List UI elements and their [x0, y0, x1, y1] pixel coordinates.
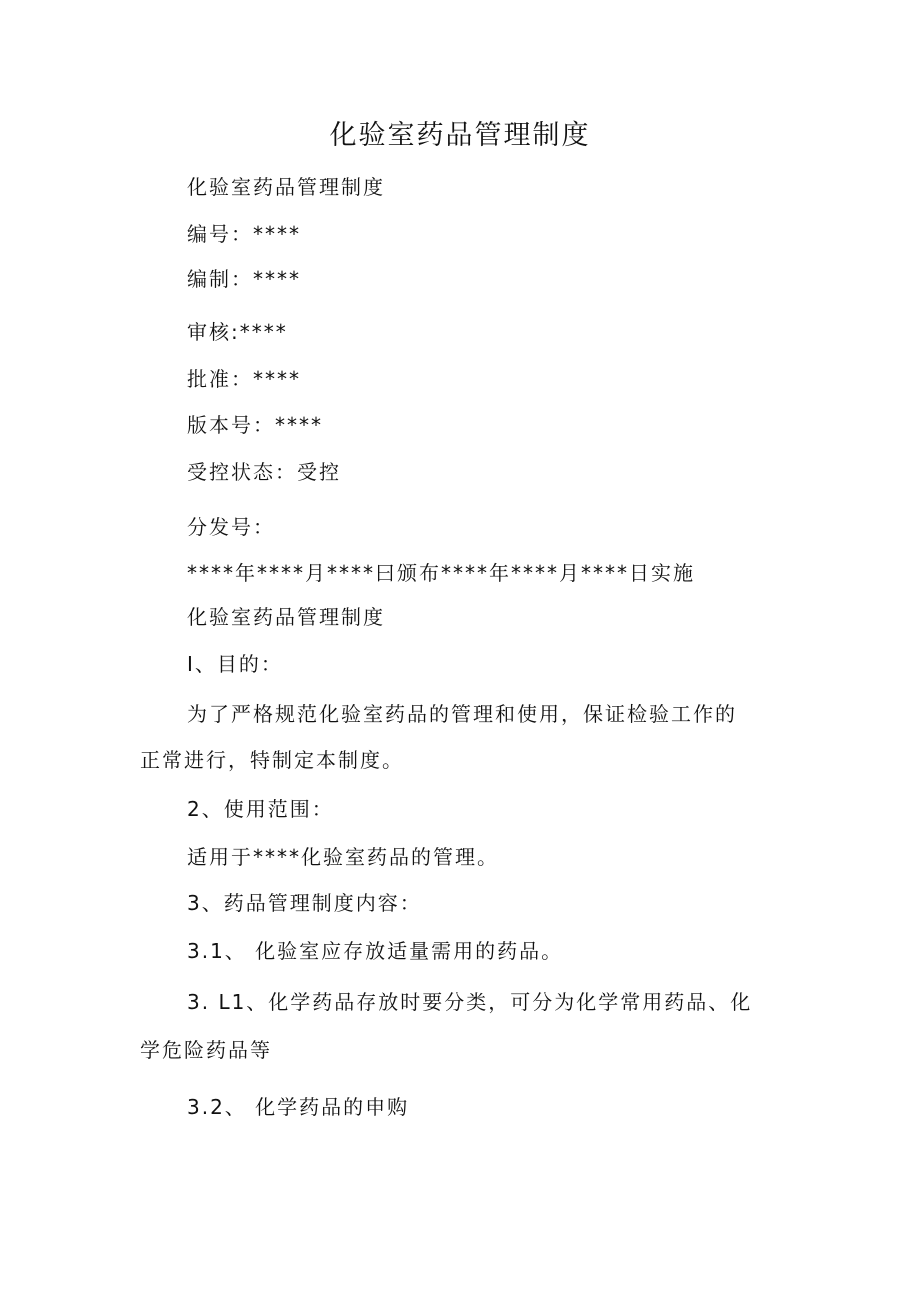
- distribution-number: 分发号：: [187, 515, 275, 539]
- issue-dates: ****年****月****曰颁布****年****月****日实施: [187, 561, 695, 585]
- control-status: 受控状态：受控: [187, 460, 341, 484]
- section-scope-text: 适用于****化验室药品的管理。: [187, 845, 499, 869]
- document-number: 编号：****: [187, 222, 301, 246]
- clause-3-1: 3.1、 化验室应存放适量需用的药品。: [187, 939, 564, 963]
- clause-3-1-1-cont: 学危险药品等: [140, 1038, 272, 1062]
- body-heading: 化验室药品管理制度: [187, 605, 385, 629]
- reviewed-by: 审核:****: [187, 320, 288, 344]
- clause-3-2: 3.2、 化学药品的申购: [187, 1095, 410, 1119]
- section-content-heading: 3、药品管理制度内容：: [187, 891, 422, 915]
- version-number: 版本号：****: [187, 413, 323, 437]
- clause-3-1-1: 3. L1、化学药品存放时要分类，可分为化学常用药品、化: [187, 990, 753, 1014]
- section-scope-heading: 2、使用范围：: [187, 797, 334, 821]
- document-title: 化验室药品管理制度: [329, 120, 591, 151]
- section-purpose-text: 为了严格规范化验室药品的管理和使用，保证检验工作的: [187, 702, 737, 726]
- section-purpose-heading: I、目的：: [187, 652, 283, 676]
- section-purpose-text-cont: 正常进行，特制定本制度。: [140, 748, 404, 772]
- approved-by: 批准：****: [187, 367, 301, 391]
- compiled-by: 编制：****: [187, 267, 301, 291]
- cover-subtitle: 化验室药品管理制度: [187, 175, 385, 199]
